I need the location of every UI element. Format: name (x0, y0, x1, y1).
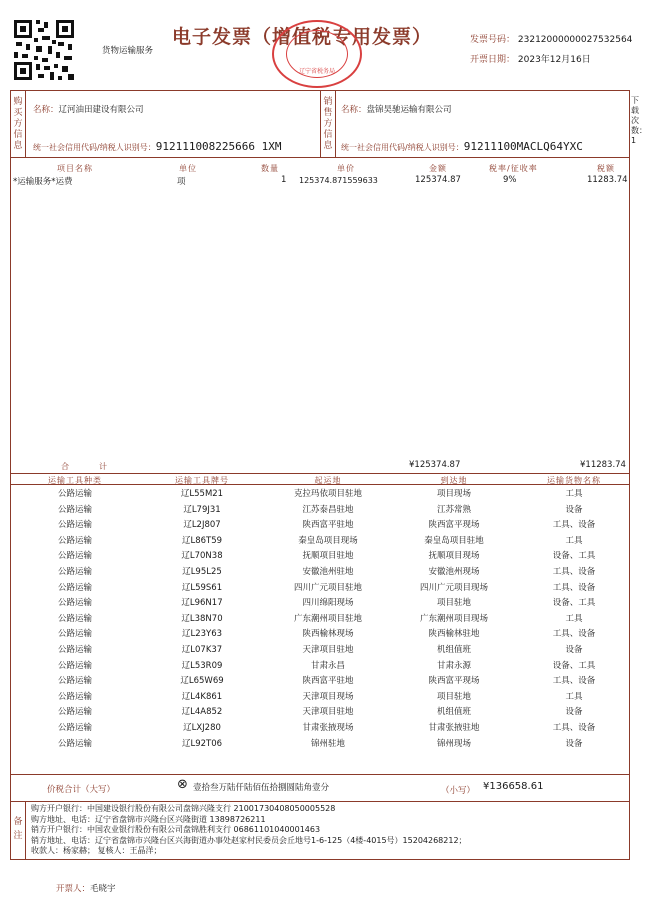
cell-tool-type: 公路运输 (57, 551, 92, 562)
cell-origin: 安徽池州驻地 (302, 567, 354, 577)
invoice-no-label: 发票号码： (470, 35, 516, 45)
cell-dest: 广东潮州项目现场 (419, 613, 488, 624)
table-row (11, 659, 631, 675)
qr-code (12, 18, 76, 82)
cell-goods: 设备 (565, 707, 583, 718)
cell-tool-type: 公路运输 (57, 676, 92, 687)
cell-origin: 广东潮州项目驻地 (293, 613, 362, 624)
cell-dest: 机组值班 (436, 645, 471, 655)
col-item-name: 项目名称 (57, 164, 93, 173)
total-small-value: ¥136658.61 (483, 781, 544, 792)
cell-goods: 工具、设备 (552, 629, 596, 640)
total-words-label: 价税合计（大写） (47, 785, 116, 795)
buyer-tax-id: 912111008225666 1XM (155, 140, 282, 153)
cell-plate: 辽L4A852 (181, 707, 223, 718)
table-row (11, 565, 631, 581)
table-row (11, 721, 631, 737)
cell-plate: 辽L96N17 (181, 598, 223, 609)
remark-line: 购方地址、电话：辽宁省盘锦市兴隆台区兴隆街道 13898726211 (31, 814, 266, 824)
cell-plate: 辽L70N38 (181, 551, 223, 562)
seller-tax-row (341, 135, 583, 154)
col-unit: 单位 (179, 164, 197, 173)
cell-tool-type: 公路运输 (57, 707, 92, 718)
cell-origin: 天津项目驻地 (302, 645, 354, 655)
cell-plate: 辽L23Y63 (181, 629, 223, 640)
cell-plate: 辽L92T06 (181, 738, 223, 749)
table-row (11, 549, 631, 565)
buyer-name-row (33, 103, 144, 115)
cell-goods: 工具 (565, 691, 583, 702)
cell-plate: 辽L65W69 (180, 676, 224, 687)
col-qty: 数量 (261, 164, 279, 173)
item-tax: 11283.74 (587, 175, 628, 185)
col-tax: 税额 (597, 164, 615, 173)
cell-dest: 锦州现场 (436, 738, 471, 749)
table-row (11, 627, 631, 643)
buyer-tax-label: 统一社会信用代码/纳税人识别号： (33, 143, 156, 152)
cell-goods: 工具 (565, 489, 583, 499)
table-row (11, 705, 631, 721)
cell-dest: 甘肃永源 (436, 660, 471, 671)
invoice-date: 2023年12月16日 (517, 55, 591, 65)
cell-goods: 设备、工具 (552, 660, 596, 671)
download-count-note: 下载次数：1 (631, 96, 647, 145)
cell-dest: 项目现场 (436, 489, 471, 499)
cell-dest: 安徽池州现场 (428, 567, 480, 577)
invoice-no: 23212000000027532564 (517, 35, 633, 45)
item-qty: 1 (281, 175, 287, 185)
totals-label: 合计 (61, 462, 137, 471)
issuer-label: 开票人： (56, 884, 91, 894)
remarks-block (31, 804, 627, 857)
cell-goods: 设备 (565, 738, 583, 749)
cell-tool-type: 公路运输 (57, 535, 92, 546)
cell-plate: 辽L4K861 (181, 691, 223, 702)
item-amount: 125374.87 (415, 175, 461, 185)
cell-goods: 工具、设备 (552, 582, 596, 593)
cell-goods: 工具、设备 (552, 520, 596, 531)
total-words-value: 壹拾叁万陆仟陆佰伍拾捌圆陆角壹分 (193, 783, 330, 793)
cell-goods: 工具 (565, 535, 583, 546)
col-rate: 税率/征收率 (489, 164, 538, 173)
item-name: *运输服务*运费 (13, 177, 73, 187)
cell-plate: 辽L38N70 (181, 613, 223, 624)
issuer-name: 毛晓宇 (90, 884, 116, 894)
col-dest: 到达地 (440, 476, 468, 485)
table-row (11, 612, 631, 628)
buyer-name-label: 名称： (33, 105, 59, 115)
tax-seal (272, 20, 362, 88)
cell-tool-type: 公路运输 (57, 520, 92, 531)
col-origin: 起运地 (314, 476, 342, 485)
cell-goods: 工具、设备 (552, 676, 596, 687)
item-price: 125374.871559633 (299, 176, 378, 185)
issuer-row (56, 882, 116, 894)
cell-goods: 设备 (565, 645, 583, 655)
cell-dest: 机组值班 (436, 707, 471, 718)
invoice-title: 电子发票（增值税专用发票） (172, 26, 433, 48)
remark-line: 收款人：杨家赫； 复核人：王晶洋； (31, 846, 162, 855)
cell-tool-type: 公路运输 (57, 645, 92, 655)
cell-goods: 设备 (565, 504, 583, 515)
cell-tool-type: 公路运输 (57, 613, 92, 624)
table-row (11, 596, 631, 612)
cell-tool-type: 公路运输 (57, 582, 92, 593)
cell-origin: 锦州驻地 (310, 738, 345, 749)
buyer-tax-row (33, 135, 282, 154)
cell-goods: 工具、设备 (552, 723, 596, 733)
cell-tool-type: 公路运输 (57, 504, 92, 515)
cell-tool-type: 公路运输 (57, 567, 92, 577)
cell-dest: 项目驻地 (436, 691, 471, 702)
cell-origin: 四川绵阳现场 (302, 598, 354, 609)
cell-plate: 辽L59S61 (181, 582, 223, 593)
item-rate: 9% (503, 175, 517, 185)
seller-section-label: 销售方信息 (323, 97, 333, 151)
cell-tool-type: 公路运输 (57, 723, 92, 733)
table-row (11, 518, 631, 534)
cell-origin: 四川广元项目驻地 (293, 582, 362, 593)
table-row (11, 643, 631, 659)
cell-plate: 辽L95L25 (182, 567, 222, 577)
table-row (11, 503, 631, 519)
cell-origin: 陕西富平驻地 (302, 520, 354, 531)
cancel-symbol-icon: ⊗ (177, 777, 188, 792)
service-label: 货物运输服务 (102, 46, 154, 56)
table-row (11, 534, 631, 550)
cell-goods: 工具、设备 (552, 567, 596, 577)
cell-tool-type: 公路运输 (57, 738, 92, 749)
remarks-label: 备注 (13, 817, 23, 841)
cell-goods: 设备、工具 (552, 598, 596, 609)
invoice-date-row (470, 52, 591, 65)
cell-origin: 甘肃永昌 (310, 660, 345, 671)
cell-plate: 辽L07K37 (181, 645, 223, 655)
cell-dest: 四川广元项目现场 (419, 582, 488, 593)
cell-plate: 辽L86T59 (181, 535, 223, 546)
table-row (11, 581, 631, 597)
seller-name: 盘锦昊驰运输有限公司 (366, 105, 452, 115)
cell-dest: 秦皇岛项目驻地 (424, 535, 484, 546)
cell-tool-type: 公路运输 (57, 660, 92, 671)
cell-dest: 甘肃张掖驻地 (428, 723, 480, 733)
col-plate: 运输工具牌号 (175, 476, 229, 485)
cell-plate: 辽L55M21 (180, 489, 224, 499)
buyer-name: 辽河油田建设有限公司 (58, 105, 144, 115)
cell-origin: 天津项目驻地 (302, 707, 354, 718)
col-price: 单价 (337, 164, 355, 173)
col-amount: 金额 (429, 164, 447, 173)
cell-plate: 辽L79J31 (183, 504, 221, 515)
seller-tax-id: 91211100MACLQ64YXC (463, 140, 583, 153)
invoice-date-label: 开票日期： (470, 55, 516, 65)
totals-tax: ¥11283.74 (580, 460, 626, 470)
cell-origin: 天津项目现场 (302, 691, 354, 702)
cell-origin: 陕西榆林现场 (302, 629, 354, 640)
cell-goods: 设备、工具 (552, 551, 596, 562)
cell-plate: 辽LXJ280 (183, 723, 221, 733)
cell-dest: 陕西富平现场 (428, 520, 480, 531)
seller-name-row (341, 103, 452, 115)
invoice-frame (10, 90, 630, 860)
cell-goods: 工具 (565, 613, 583, 624)
cell-tool-type: 公路运输 (57, 691, 92, 702)
table-row (11, 487, 631, 503)
cell-tool-type: 公路运输 (57, 629, 92, 640)
seller-name-label: 名称： (341, 105, 367, 115)
col-tool-type: 运输工具种类 (48, 476, 102, 485)
remark-line: 销方地址、电话：辽宁省盘锦市兴隆台区兴海街道办事处赵家村民委员会丘地号1-6-125（4楼-4015号）15204268212； (31, 835, 467, 845)
cell-tool-type: 公路运输 (57, 489, 92, 499)
totals-amount: ¥125374.87 (409, 460, 461, 470)
cell-origin: 秦皇岛项目现场 (298, 535, 358, 546)
cell-origin: 陕西富平驻地 (302, 676, 354, 687)
buyer-section-label: 购买方信息 (13, 97, 23, 151)
cell-origin: 克拉玛依项目驻地 (293, 489, 362, 499)
table-row (11, 674, 631, 690)
cell-dest: 陕西榆林驻地 (428, 629, 480, 640)
seller-tax-label: 统一社会信用代码/纳税人识别号： (341, 143, 464, 152)
remark-line: 销方开户银行：中国农业银行股份有限公司盘锦胜利支行 06861101040001463 (31, 825, 321, 834)
cell-origin: 江苏泰昌驻地 (302, 504, 354, 515)
table-row (11, 737, 631, 753)
cell-dest: 项目驻地 (436, 598, 471, 609)
cell-plate: 辽L53R09 (181, 660, 223, 671)
cell-dest: 江苏常熟 (436, 504, 471, 515)
remark-line: 购方开户银行：中国建设银行股份有限公司盘锦兴隆支行 21001730408050005528 (31, 804, 336, 813)
item-unit: 项 (177, 177, 186, 187)
cell-dest: 抚顺项目现场 (428, 551, 480, 562)
invoice-no-row (470, 32, 632, 45)
cell-plate: 辽L2J807 (183, 520, 221, 531)
cell-origin: 甘肃张掖现场 (302, 723, 354, 733)
table-row (11, 690, 631, 706)
seal-text: 辽宁省税务局 (298, 68, 335, 75)
cell-tool-type: 公路运输 (57, 598, 92, 609)
col-goods: 运输货物名称 (547, 476, 601, 485)
cell-origin: 抚顺项目驻地 (302, 551, 354, 562)
total-small-label: （小写） (441, 786, 476, 796)
cell-dest: 陕西富平现场 (428, 676, 480, 687)
